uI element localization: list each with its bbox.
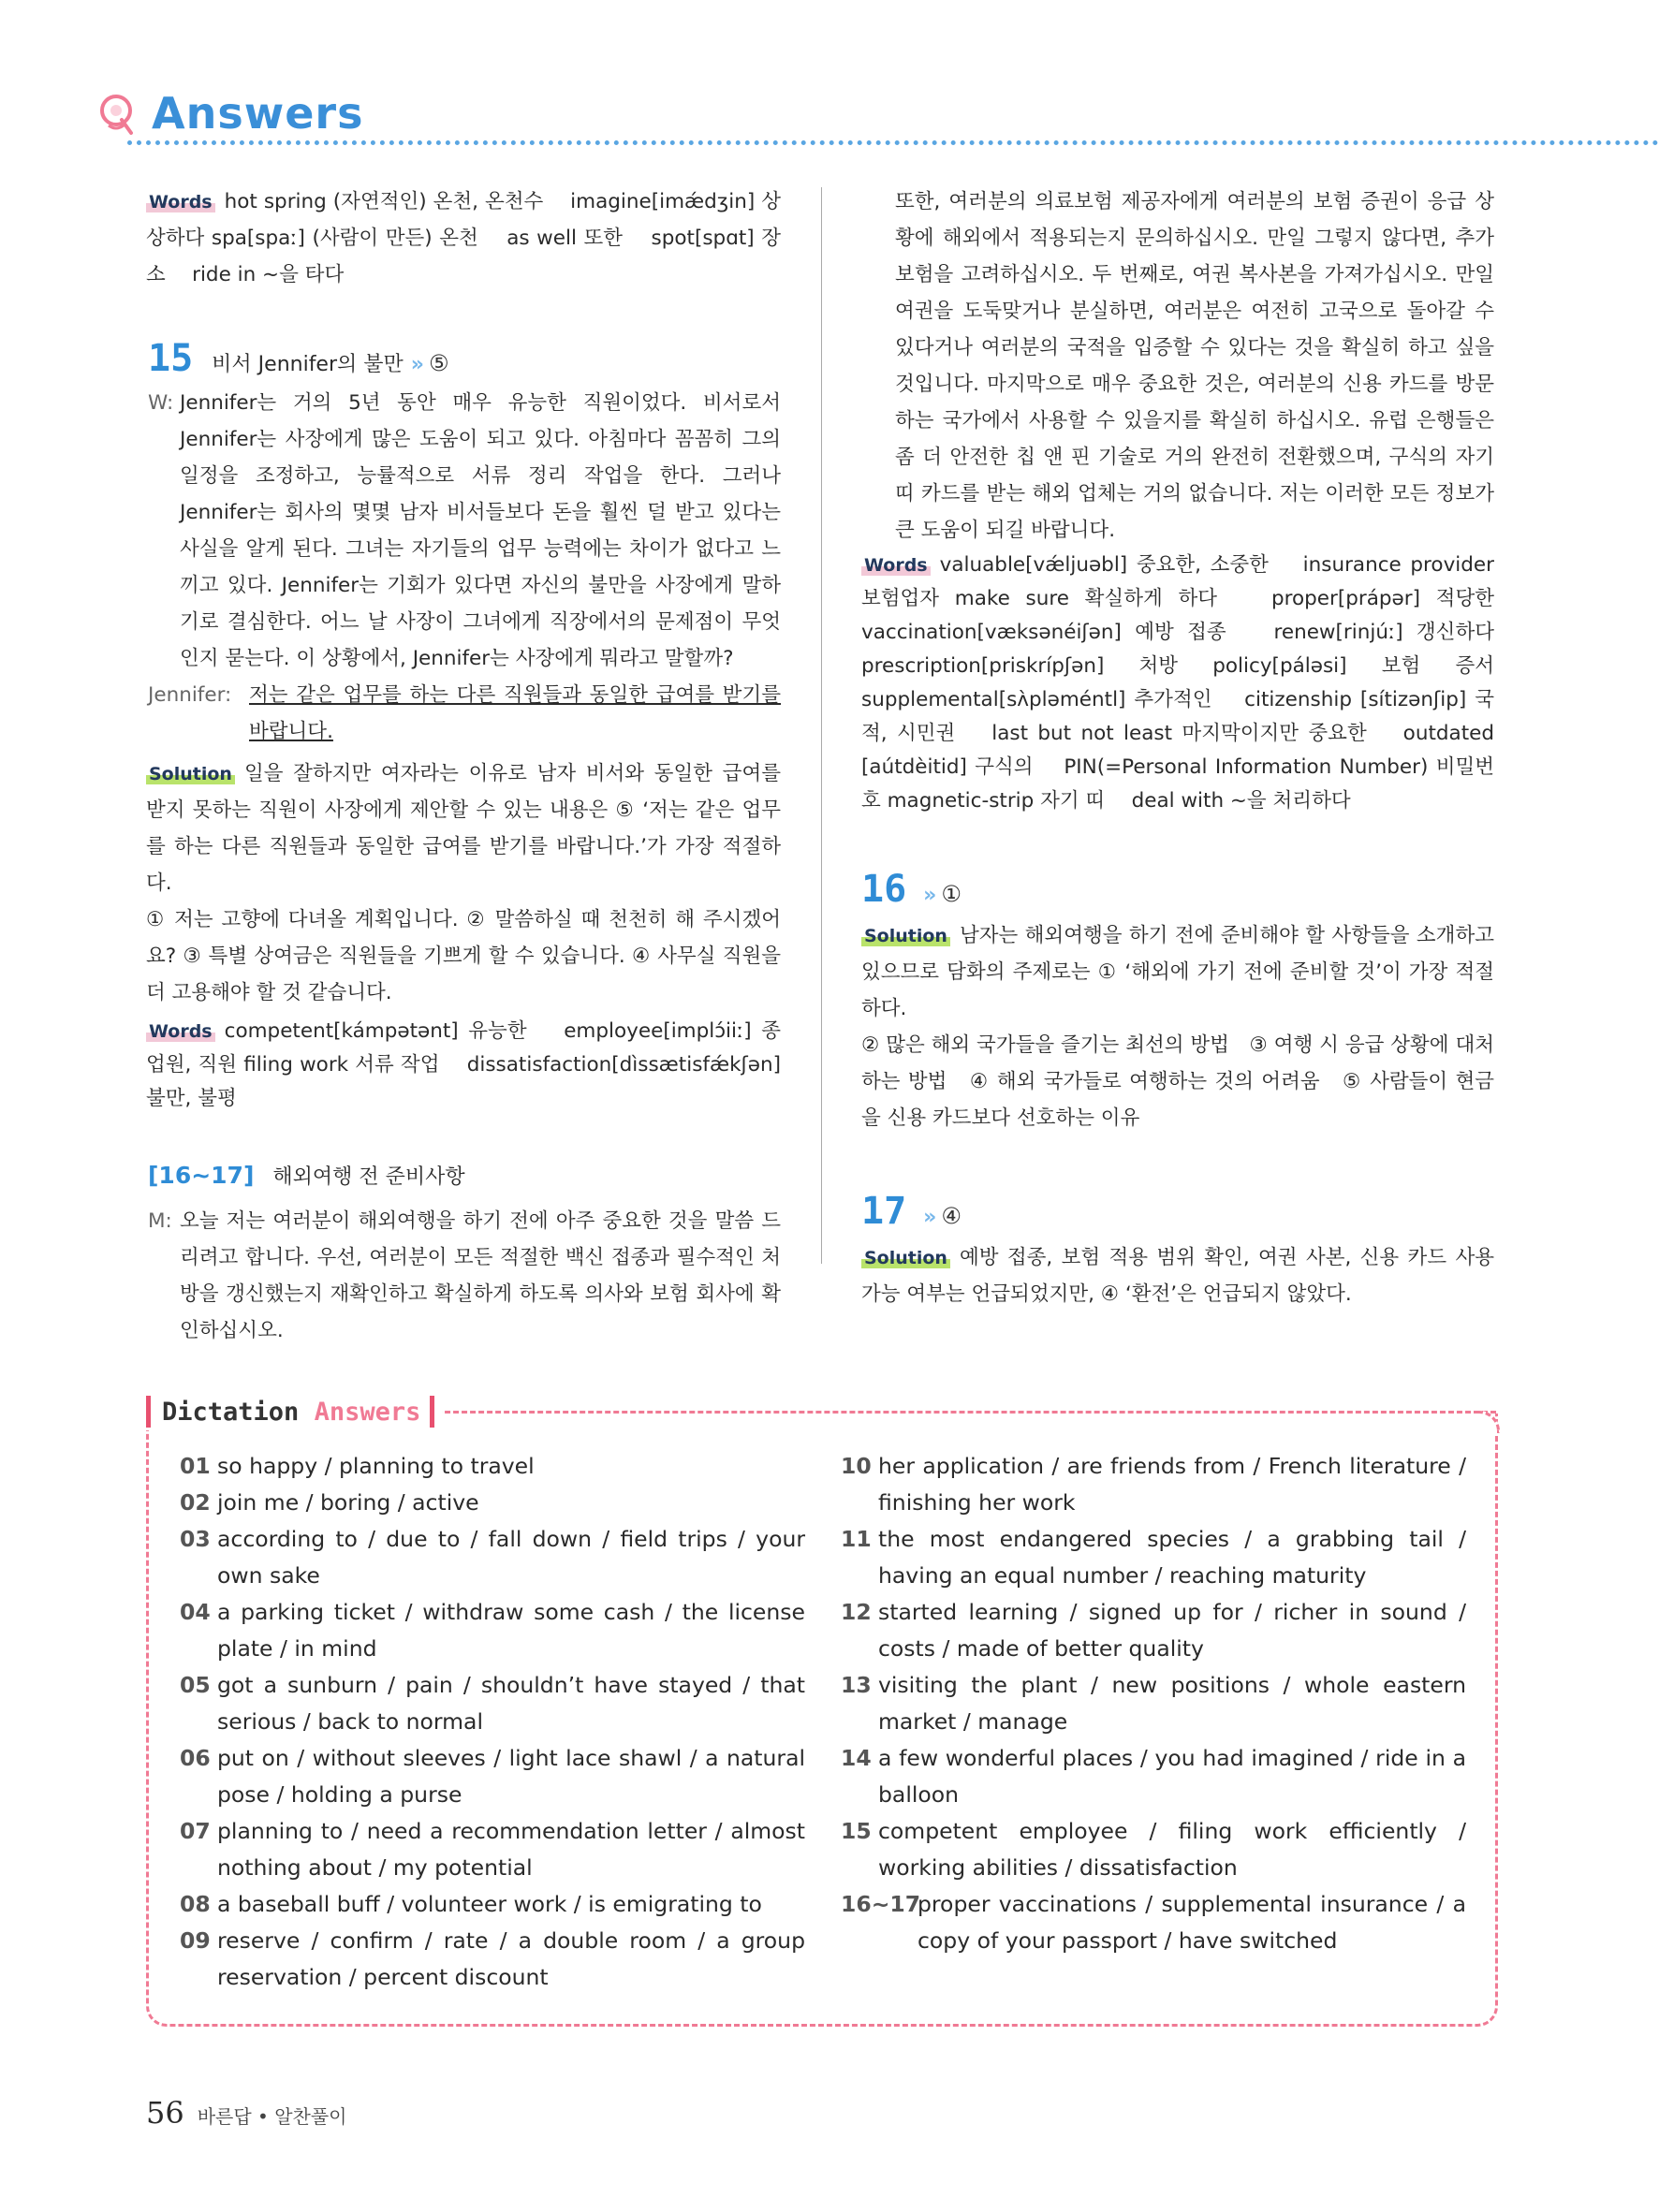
words-text: competent[kámpətənt] 유능한 employee[implɔ́iiː] 종업원, 직원 filing work 서류 작업 dissatisfaction[dìssætisfǽkʃən] 불만, 불평 (146, 1019, 781, 1110)
dictation-item: 02 join me / boring / active (180, 1489, 479, 1516)
column-divider (821, 187, 822, 1264)
double-arrow-icon: » (410, 353, 419, 376)
dictation-item: 07 planning to / need a recommendation letter / almost nothing about / my potential (180, 1818, 805, 1881)
dictation-list-left (180, 1448, 805, 1996)
answer-choice: ⑤ (429, 350, 449, 376)
dictation-heading (146, 1393, 442, 1430)
question-16-17-heading (148, 1157, 781, 1195)
dictation-item: 08 a baseball buff / volunteer work / is emigrating to (180, 1891, 762, 1917)
solution-17 (861, 1239, 1494, 1312)
speaker-label: Jennifer: (148, 683, 232, 707)
speaker-w (148, 385, 781, 677)
dictation-item: 09 reserve / confirm / rate / a double room / a group reservation / percent discount (180, 1927, 805, 1990)
solution-text: 남자는 해외여행을 하기 전에 준비해야 할 사항들을 소개하고 있으므로 담화의 주제로는 ① ‘해외에 가기 전에 준비할 것’이 가장 적절하다. (861, 924, 1494, 1020)
dictation-item: 13 visiting the plant / new positions / whole eastern market / manage (841, 1672, 1466, 1735)
dictation-item: 12 started learning / signed up for / richer in sound / costs / made of better quality (841, 1599, 1466, 1662)
lightbulb-q-icon (97, 92, 139, 139)
words-block-16-17 (861, 549, 1521, 818)
solution-badge: Solution (861, 926, 950, 946)
speaker-m (148, 1203, 781, 1349)
dictation-item: 06 put on / without sleeves / light lace shawl / a natural pose / holding a purse (180, 1745, 805, 1808)
dictation-item: 14 a few wonderful places / you had imagined / ride in a balloon (841, 1745, 1466, 1808)
solution-badge: Solution (146, 764, 235, 784)
solution-text: 예방 접종, 보험 적용 범위 확인, 여권 사본, 신용 카드 사용 가능 여부는 언급되었지만, ④ ‘환전’은 언급되지 않았다. (861, 1246, 1494, 1306)
page-title: Answers (152, 88, 364, 139)
words-badge: Words (861, 555, 931, 576)
dictation-item: 15 competent employee / filing work efficiently / working abilities / dissatisfaction (841, 1818, 1466, 1881)
words-text: hot spring (자연적인) 온천, 온천수 imagine[imǽdʒin] 상상하다 spa[spaː] (사람이 만든) 온천 as well 또한 spot[spɑt] 장소 ride in ~을 타다 (146, 190, 781, 286)
dictation-item: 11 the most endangered species / a grabbing tail / having an equal number / reaching maturity (841, 1526, 1466, 1589)
page-number: 56 (146, 2095, 184, 2131)
speaker-jennifer (148, 677, 781, 750)
dictation-list-right (841, 1448, 1466, 1959)
question-number: 17 (861, 1190, 907, 1233)
book-title: 바른답 • 알찬풀이 (197, 2105, 347, 2128)
dictation-item: 03 according to / due to / fall down / field trips / your own sake (180, 1526, 805, 1589)
script-continuation: 또한, 여러분의 의료보험 제공자에게 여러분의 보험 증권이 응급 상황에 해외에서 적용되는지 문의하십시오. 만일 그렇지 않다면, 추가 보험을 고려하십시오. 두 번째로, 여권 복사본을 가져가십시오. 만일 여권을 도둑맞거나 분실하면, 여러분은 여전히 고국으로 돌아갈 수 있다거나 여러분의 국적을 입증할 수 있다는 것을 확실히 하고 싶을 것입니다. 마지막으로 매우 중요한 것은, 여러분의 신용 카드를 방문하는 국가에서 사용할 수 있을지를 확실히 하십시오. 유럽 은행들은 좀 더 안전한 칩 앤 핀 기술로 거의 완전히 전환했으며, 구식의 자기 띠 카드를 받는 해외 업체는 거의 없습니다. 저는 이러한 모든 정보가 큰 도움이 되길 바랍니다. (895, 190, 1494, 542)
double-arrow-icon: » (923, 1206, 932, 1229)
dictation-item: 10 her application / are friends from / French literature / finishing her work (841, 1453, 1466, 1516)
speaker-label: M: (148, 1209, 172, 1233)
dictation-item: 05 got a sunburn / pain / shouldn’t have stayed / that serious / back to normal (180, 1672, 805, 1735)
question-17-heading (861, 1189, 1494, 1236)
header-dotted-rule (127, 140, 1659, 145)
question-number: 15 (148, 337, 194, 380)
solution-badge: Solution (861, 1248, 950, 1268)
heading-bar-left (146, 1396, 151, 1428)
question-title: 비서 Jennifer의 불만 (212, 353, 404, 376)
right-column (861, 183, 1521, 1312)
page-footer (146, 2095, 346, 2131)
answer-choice: ④ (941, 1203, 962, 1229)
dictation-title: Dictation Answers (162, 1397, 421, 1427)
question-title: 해외여행 전 준비사항 (272, 1165, 465, 1189)
heading-bar-right (430, 1396, 434, 1428)
options-16: ② 많은 해외 국가들을 즐기는 최선의 방법 ③ 여행 시 응급 상황에 대처하는 방법 ④ 해외 국가들로 여행하는 것의 어려움 ⑤ 사람들이 현금을 신용 카드보다 선호하는 이유 (861, 1033, 1494, 1130)
options-15: ① 저는 고향에 다녀올 계획입니다. ② 말씀하실 때 천천히 해 주시겠어요? ③ 특별 상여금은 직원들을 기쁘게 할 수 있습니다. ④ 사무실 직원을 더 고용해야 할 것 같습니다. (146, 908, 781, 1004)
dictation-item: 01 so happy / planning to travel (180, 1453, 535, 1479)
dictation-item: 16~17 proper vaccinations / supplemental insurance / a copy of your passport / have switched (841, 1891, 1466, 1954)
words-block-15 (146, 1015, 781, 1116)
solution-15 (146, 755, 781, 901)
words-badge: Words (146, 1021, 215, 1042)
speaker-text: Jennifer는 거의 5년 동안 매우 유능한 직원이었다. 비서로서 Jennifer는 사장에게 많은 도움이 되고 있다. 아침마다 꼼꼼히 그의 일정을 조정하고, 능률적으로 서류 정리 작업을 한다. 그러나 Jennifer는 회사의 몇몇 남자 비서들보다 돈을 훨씬 덜 받고 있다는 사실을 알게 된다. 그녀는 자기들의 업무 능력에는 차이가 없다고 느끼고 있다. Jennifer는 기회가 있다면 자신의 불만을 사장에게 말하기로 결심한다. 어느 날 사장이 그녀에게 직장에서의 문제점이 무엇인지 묻는다. 이 상황에서, Jennifer는 사장에게 뭐라고 말할까? (180, 391, 781, 670)
solution-16 (861, 917, 1494, 1027)
words-text: valuable[vǽljuəbl] 중요한, 소중한 insurance provider 보험업자 make sure 확실하게 하다 proper[prápər] 적당한 vaccination[væksənéiʃən] 예방 접종 renew[rinjúː] 갱신하다 prescription[priskrípʃən] 처방 policy[páləsi] 보험 증서 supplemental[sʌ̀pləméntl] 추가적인 citizenship [sítizənʃip] 국적, 시민권 last but not least 마지막이지만 중요한 outdated [aútdèitid] 구식의 PIN(=Personal Information Number) 비밀번호 magnetic-strip 자기 띠 deal with ~을 처리하다 (861, 553, 1521, 813)
answer-choice: ① (941, 881, 962, 907)
left-column (148, 183, 781, 1349)
question-15-heading (148, 336, 781, 383)
question-group-number: [16~17] (148, 1162, 255, 1189)
solution-text: 일을 잘하지만 여자라는 이유로 남자 비서와 동일한 급여를 받지 못하는 직원이 사장에게 제안할 수 있는 내용은 ⑤ ‘저는 같은 업무를 하는 다른 직원들과 동일한 급여를 받기를 바랍니다.’가 가장 적절하다. (146, 762, 781, 895)
double-arrow-icon: » (923, 884, 932, 907)
speaker-text: 저는 같은 업무를 하는 다른 직원들과 동일한 급여를 받기를 바랍니다. (249, 683, 781, 743)
dictation-item: 04 a parking ticket / withdraw some cash / the license plate / in mind (180, 1599, 805, 1662)
question-16-heading (861, 867, 1494, 914)
dictation-box-top-border (403, 1411, 1496, 1414)
question-number: 16 (861, 868, 907, 911)
speaker-text: 오늘 저는 여러분이 해외여행을 하기 전에 아주 중요한 것을 말씀 드리려고 합니다. 우선, 여러분이 모든 적절한 백신 접종과 필수적인 처방을 갱신했는지 재확인하고 확실하게 하도록 의사와 보험 회사에 확인하십시오. (180, 1209, 781, 1342)
speaker-label: W: (148, 391, 174, 415)
words-block-14 (146, 183, 781, 293)
words-badge: Words (146, 192, 215, 212)
